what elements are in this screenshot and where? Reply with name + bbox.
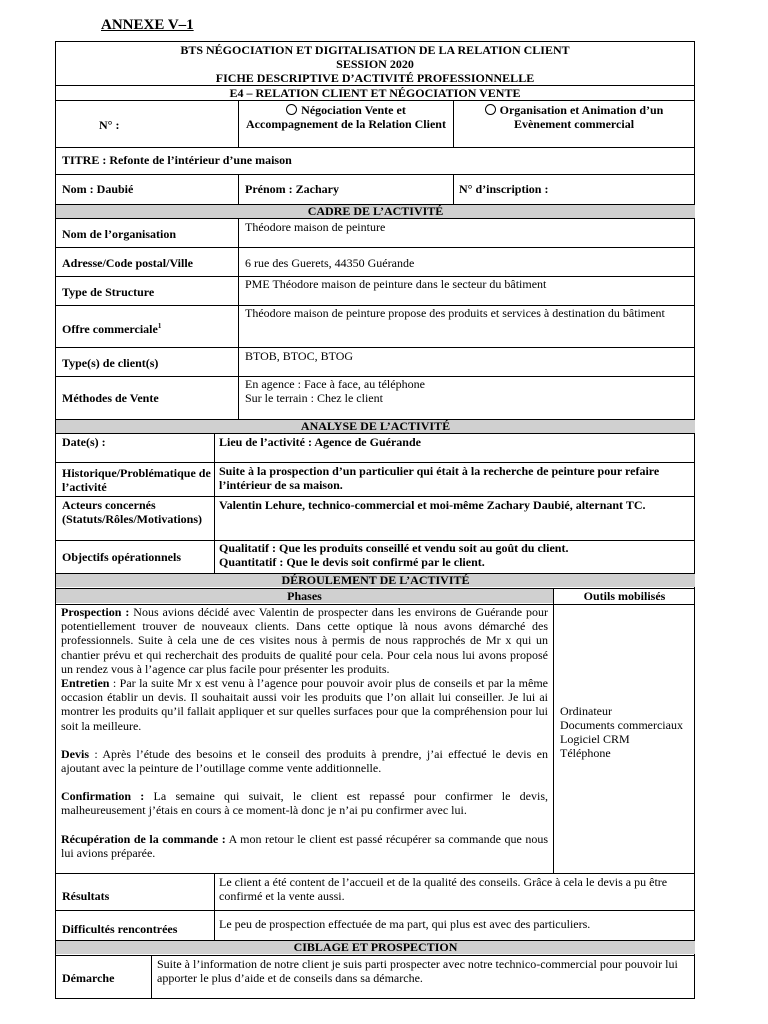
cadre-value-structure: PME Théodore maison de peinture dans le secteur du bâtiment (245, 277, 547, 291)
cadre-heading: CADRE DE L’ACTIVITÉ (56, 205, 695, 218)
nom: Nom : Daubié (62, 182, 134, 196)
cadre-value-adresse: 6 rue des Guerets, 44350 Guérande (245, 256, 415, 270)
acteurs-label: Acteurs concernés (Statuts/Rôles/Motivations) (62, 498, 202, 526)
cadre-label-clients: Type(s) de client(s) (62, 356, 159, 370)
prenom: Prénom : Zachary (245, 182, 339, 196)
phase-prospection: Prospection : Nous avions décidé avec Valentin de prospecter dans les environs de Guérande pour potentiellement trouver de nouveaux clients. Dans cette optique là nous avons démarché des professionnels. Suite à cela une de ces visites nous à permis de nous rapprochés de Mr x qui un chantier prévu et qui recherchait des produits de qualité pour cela. Pour cela nous lui avons proposé un rendez vous à l’agence car plus facile pour présenter les produits. (61, 605, 548, 676)
cadre-label-organisation: Nom de l’organisation (62, 227, 176, 241)
header-line-3: FICHE DESCRIPTIVE D’ACTIVITÉ PROFESSIONNELLE (215, 71, 535, 85)
cadre-value-organisation: Théodore maison de peinture (245, 220, 386, 234)
outils-header: Outils mobilisés (583, 589, 666, 603)
acteurs-value: Valentin Lehure, technico-commercial et moi-même Zachary Daubié, alternant TC. (219, 498, 646, 512)
radio-icon[interactable] (485, 104, 496, 115)
cadre-value-methodes (245, 377, 425, 405)
outil-item: Documents commerciaux (560, 718, 683, 732)
header-line-2: SESSION 2020 (336, 57, 414, 71)
option-organisation-label: Organisation et Animation d’un Evènement commercial (499, 103, 664, 131)
objectifs-label: Objectifs opérationnels (62, 550, 181, 564)
resultats-value: Le client a été content de l’accueil et de la qualité des conseils. Grâce à cela le devis a pu être confirmé et la vente aussi. (219, 875, 668, 903)
demarche-value: Suite à l’information de notre client je suis parti prospecter avec notre technico-commercial pour pouvoir lui apporter le plus d’aide et de conseils dans sa démarche. (157, 957, 678, 985)
cadre-label-methodes: Méthodes de Vente (62, 391, 159, 405)
historique-label: Historique/Problématique de l’activité (62, 466, 211, 494)
outil-item: Téléphone (560, 746, 611, 760)
difficultes-value: Le peu de prospection effectuée de ma part, qui plus est avec des particuliers. (219, 917, 591, 931)
objectifs-value (219, 541, 693, 569)
lieu: Lieu de l’activité : Agence de Guérande (219, 435, 421, 449)
difficultes-label: Difficultés rencontrées (62, 922, 178, 936)
cadre-label-structure: Type de Structure (62, 285, 155, 299)
resultats-label: Résultats (62, 889, 110, 903)
titre: TITRE : Refonte de l’intérieur d’une maison (62, 153, 292, 167)
option-negociation[interactable] (242, 103, 450, 131)
option-organisation[interactable] (458, 103, 690, 131)
cadre-label-offre: Offre commerciale$^1$ (62, 322, 162, 336)
phase-confirmation: Confirmation : La semaine qui suivait, le client est repassé pour confirmer le devis, malheureusement j’étais en cours à ce moment-là donc je n’ai pu confirmer avec lui. (61, 789, 548, 818)
phase-recuperation: Récupération de la commande : A mon retour le client est passé récupérer sa commande que nous lui avions préparée. (61, 831, 548, 860)
historique-value: Suite à la prospection d’un particulier qui était à la recherche de peinture pour refaire l’intérieur de sa maison. (219, 464, 660, 492)
header-line-1: BTS NÉGOCIATION ET DIGITALISATION DE LA RELATION CLIENT (180, 43, 570, 57)
inscription: N° d’inscription : (459, 182, 549, 196)
option-negociation-label: Négociation Vente et Accompagnement de la Relation Client (246, 103, 446, 131)
cadre-value-clients: BTOB, BTOC, BTOG (245, 349, 354, 363)
analyse-heading: ANALYSE DE L’ACTIVITÉ (56, 420, 695, 433)
dates-label: Date(s) : (62, 435, 106, 449)
objectif-qualitatif: Qualitatif : Que les produits conseillé et vendu soit au goût du client. (219, 541, 569, 555)
objectif-quantitatif: Quantitatif : Que le devis soit confirmé par le client. (219, 555, 485, 569)
outil-item: Logiciel CRM (560, 732, 630, 746)
numero-label: N° : (99, 118, 120, 132)
radio-icon[interactable] (286, 104, 297, 115)
annexe-title: ANNEXE V–1 (101, 17, 194, 33)
phases-header: Phases (56, 589, 553, 603)
demarche-label: Démarche (62, 971, 115, 985)
cadre-value-offre: Théodore maison de peinture propose des produits et services à destination du bâtiment (245, 306, 665, 320)
phase-devis: Devis : Après l’étude des besoins et le conseil des produits à prendre, j’ai effectué le devis en ajoutant avec la peinture de l’outillage comme vente additionnelle. (61, 746, 548, 776)
outil-item: Ordinateur (560, 704, 612, 718)
ciblage-heading: CIBLAGE ET PROSPECTION (56, 941, 695, 954)
methode-terrain: Sur le terrain : Chez le client (245, 391, 383, 405)
methode-agence: En agence : Face à face, au téléphone (245, 377, 425, 391)
outils-list (560, 704, 690, 760)
phases-content (61, 605, 548, 860)
header-line-4: E4 – RELATION CLIENT ET NÉGOCIATION VENTE (229, 86, 521, 100)
cadre-label-adresse: Adresse/Code postal/Ville (62, 256, 193, 270)
phase-entretien: Entretien : Par la suite Mr x est venu à l’agence pour pouvoir avoir plus de conseils et par la même occasion établir un devis. Il souhaitait aussi voir les produits que l’on allait lui conseiller. Je lui ai montrer les produits qu’il fallait appliquer et sur quelles surfaces pour que la compréhension pour lui soit la meilleure. (61, 676, 548, 733)
header-block (56, 43, 694, 85)
deroulement-heading: DÉROULEMENT DE L’ACTIVITÉ (56, 574, 695, 587)
